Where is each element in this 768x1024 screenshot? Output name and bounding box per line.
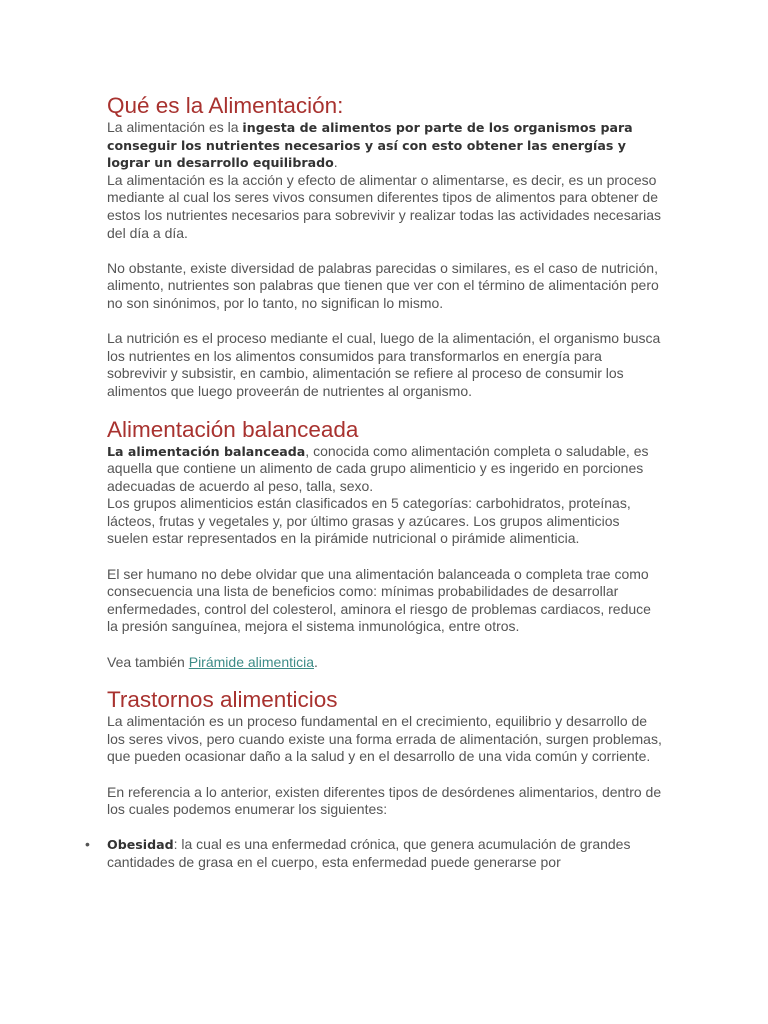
paragraph-accion-alimentar: La alimentación es la acción y efecto de alimentar o alimentarse, es decir, es un proceso mediante al cual los seres vivos consumen diferentes tipos de alimentos para obtener de estos los nutrientes necesarios para sobrevivir y realizar todas las actividades necesarias del día a día. [107, 171, 662, 241]
paragraph-grupos-alimenticios: Los grupos alimenticios están clasificados en 5 categorías: carbohidratos, proteínas, lácteos, frutas y vegetales y, por último grasas y azúcares. Los grupos alimenticios suelen estar representados en la pirámide nutricional o pirámide alimenticia. [107, 495, 631, 547]
paragraph-trastornos-intro: La alimentación es un proceso fundamental en el crecimiento, equilibrio y desarrollo de los seres vivos, pero cuando existe una forma errada de alimentación, surgen problemas, que pueden ocasionar daño a la salud y en el desarrollo de una vida común y corriente. [107, 713, 662, 765]
paragraph-nutricion: La nutrición es el proceso mediante el cual, luego de la alimentación, el organismo busca los nutrientes en los alimentos consumidos para transformarlos en energía para sobrevivir y subsistir, en cambio, alimentación se refiere al proceso de consumir los alimentos que luego proveerán de nutrientes al organismo. [107, 330, 661, 399]
heading-que-es-alimentacion: Qué es la Alimentación: [107, 93, 344, 118]
list-item-obesidad: • Obesidad: la cual es una enfermedad crónica, que genera acumulación de grandes cantidades de grasa en el cuerpo, esta enfermedad puede generarse por [85, 836, 631, 870]
paragraph-balanceada-definicion: La alimentación balanceada, conocida como alimentación completa o saludable, es aquella que contiene un alimento de cada grupo alimenticio y es ingerido en porciones adecuadas de acuerdo al peso, talla, sexo. [107, 442, 649, 494]
bold-balanceada: La alimentación balanceada [107, 443, 306, 459]
bold-obesidad: Obesidad [107, 837, 174, 853]
paragraph-no-obstante: No obstante, existe diversidad de palabras parecidas o similares, es el caso de nutrición, alimento, nutrientes son palabras que tienen que ver con el término de alimentación pero no son sinónimos, por lo tanto, no significan lo mismo. [107, 259, 659, 311]
link-piramide-alimenticia[interactable]: Pirámide alimenticia [188, 653, 315, 670]
paragraph-desordenes: En referencia a lo anterior, existen diferentes tipos de desórdenes alimentarios, dentro de los cuales podemos enumerar los siguientes: [107, 783, 662, 818]
paragraph-definicion: La alimentación es la ingesta de alimentos por parte de los organismos para conseguir los nutrientes necesarios y así con esto obtener las energías y lograr un desarrollo equilibrado. [107, 119, 633, 171]
paragraph-beneficios: El ser humano no debe olvidar que una alimentación balanceada o completa trae como consecuencia una lista de beneficios como: mínimas probabilidades de desarrollar enfermedades, control del colesterol, aminora el riesgo de problemas cardiacos, reduce la presión sanguínea, mejora el sistema inmunológica, entre otros. [107, 565, 651, 635]
bullet-icon: • [85, 836, 90, 853]
list-trastornos [85, 836, 663, 871]
bold-definicion: ingesta de alimentos por parte de los organismos para conseguir los nutrientes necesarios y así con esto obtener las energías y lograr un desarrollo equilibrado [107, 120, 633, 171]
heading-alimentacion-balanceada: Alimentación balanceada [107, 416, 359, 442]
document-body [85, 92, 663, 872]
paragraph-vea-tambien: Vea también Pirámide alimenticia. [107, 653, 318, 670]
heading-trastornos-alimenticios: Trastornos alimenticios [107, 687, 338, 713]
